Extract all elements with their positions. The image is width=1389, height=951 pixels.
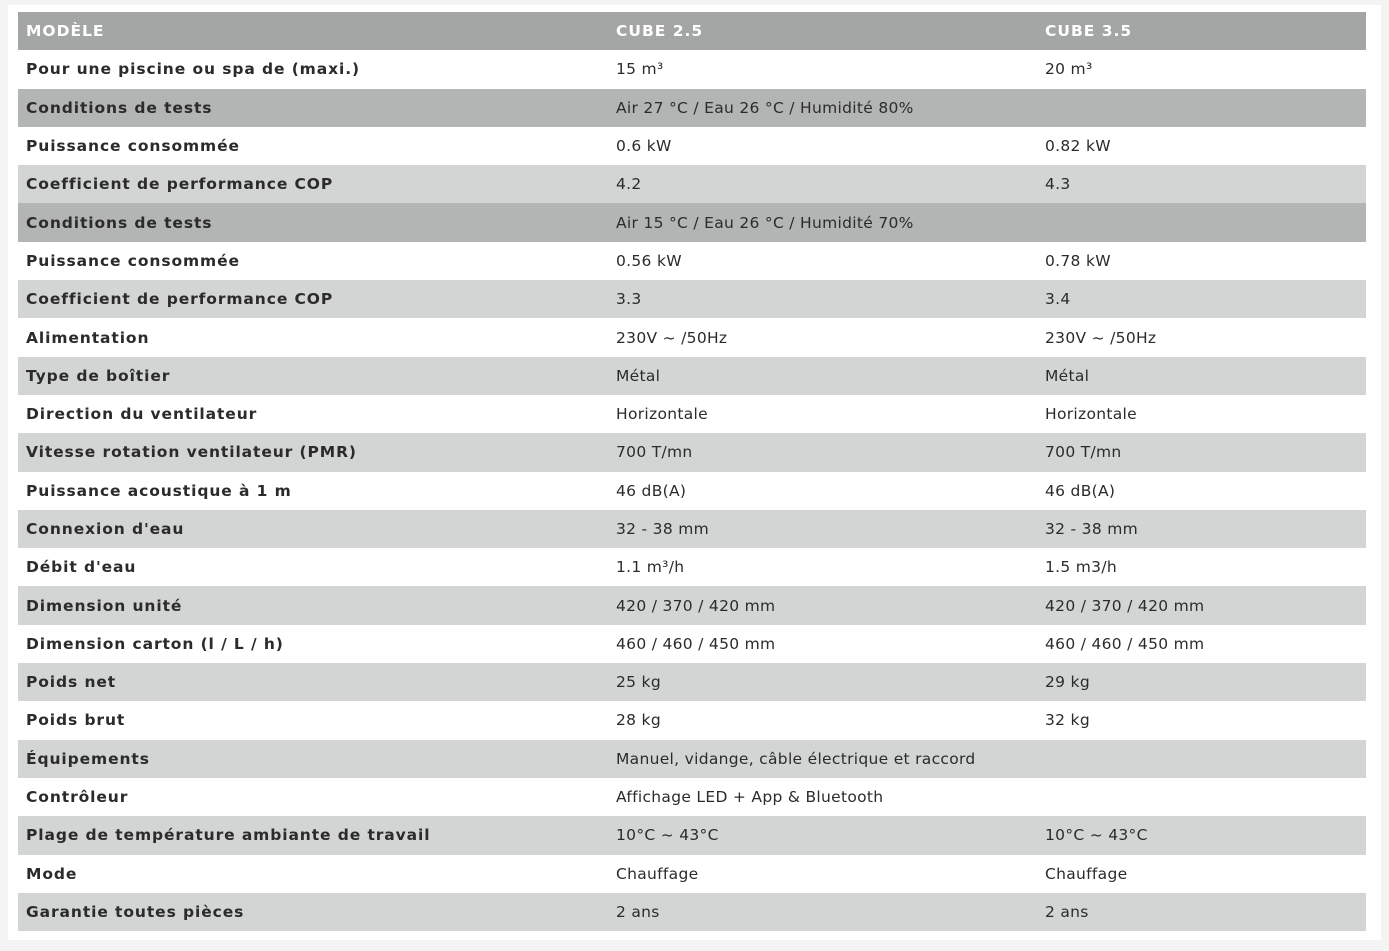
row-label: Garantie toutes pièces xyxy=(18,893,608,931)
row-label: Puissance consommée xyxy=(26,137,240,156)
table-row-test-conditions xyxy=(18,89,1366,127)
value-cube-3-5: 460 / 460 / 450 mm xyxy=(1045,634,1205,653)
table-row xyxy=(18,548,1366,586)
value-cube-3-5: 0.82 kW xyxy=(1045,137,1111,156)
value-cube-3-5: Métal xyxy=(1037,357,1366,395)
value-cube-3-5: 420 / 370 / 420 mm xyxy=(1037,586,1366,624)
value-cube-2-5: 0.6 kW xyxy=(616,137,672,156)
table-row xyxy=(18,165,1366,203)
value-cube-3-5: 700 T/mn xyxy=(1037,433,1366,471)
table-row xyxy=(18,816,1366,854)
table-row xyxy=(18,701,1366,739)
header-cube-3-5: CUBE 3.5 xyxy=(1037,12,1366,50)
value-cube-2-5: 460 / 460 / 450 mm xyxy=(616,634,776,653)
spec-sheet xyxy=(8,5,1381,940)
table-row xyxy=(18,318,1366,356)
value-cube-3-5: 1.5 m3/h xyxy=(1045,558,1117,577)
table-row xyxy=(18,893,1366,931)
value-cube-3-5: 29 kg xyxy=(1037,663,1366,701)
row-label: Dimension carton (l / L / h) xyxy=(26,634,284,653)
row-label: Alimentation xyxy=(26,328,150,347)
value-cube-2-5: 420 / 370 / 420 mm xyxy=(608,586,1037,624)
row-label: Coefficient de performance COP xyxy=(18,165,608,203)
value-cube-2-5: 700 T/mn xyxy=(608,433,1037,471)
table-row xyxy=(18,357,1366,395)
row-label: Poids net xyxy=(18,663,608,701)
table-header-row xyxy=(18,12,1366,50)
value-cube-3-5: 32 kg xyxy=(1045,711,1090,730)
table-row xyxy=(18,127,1366,165)
row-label: Dimension unité xyxy=(18,586,608,624)
value-cube-2-5: Métal xyxy=(608,357,1037,395)
value-cube-3-5: 32 - 38 mm xyxy=(1037,510,1366,548)
header-model: MODÈLE xyxy=(18,12,608,50)
controller-value: Affichage LED + App & Bluetooth xyxy=(616,788,884,807)
test-conditions-value: Air 27 °C / Eau 26 °C / Humidité 80% xyxy=(608,89,1366,127)
value-cube-2-5: 46 dB(A) xyxy=(616,481,687,500)
value-cube-2-5: 25 kg xyxy=(608,663,1037,701)
value-cube-2-5: 28 kg xyxy=(616,711,661,730)
test-conditions-value: Air 15 °C / Eau 26 °C / Humidité 70% xyxy=(608,203,1366,241)
value-cube-3-5: Horizontale xyxy=(1045,405,1137,424)
header-cube-2-5: CUBE 2.5 xyxy=(608,12,1037,50)
table-row xyxy=(18,280,1366,318)
value-cube-3-5: 10°C ~ 43°C xyxy=(1037,816,1366,854)
value-cube-2-5: 15 m³ xyxy=(616,60,664,79)
table-row xyxy=(18,740,1366,778)
value-cube-2-5: 1.1 m³/h xyxy=(616,558,685,577)
value-cube-2-5: 2 ans xyxy=(608,893,1037,931)
value-cube-2-5: 4.2 xyxy=(608,165,1037,203)
spec-table xyxy=(18,12,1366,931)
row-label: Contrôleur xyxy=(26,788,129,807)
row-label: Poids brut xyxy=(26,711,126,730)
value-cube-2-5: 0.56 kW xyxy=(616,251,682,270)
value-cube-3-5: 46 dB(A) xyxy=(1045,481,1116,500)
value-cube-2-5: 230V ~ /50Hz xyxy=(616,328,728,347)
table-row xyxy=(18,242,1366,280)
value-cube-3-5: 230V ~ /50Hz xyxy=(1045,328,1157,347)
value-cube-2-5: 32 - 38 mm xyxy=(608,510,1037,548)
value-cube-2-5: Horizontale xyxy=(616,405,708,424)
value-cube-3-5: 3.4 xyxy=(1037,280,1366,318)
row-label: Puissance consommée xyxy=(26,251,240,270)
row-label: Coefficient de performance COP xyxy=(18,280,608,318)
table-row xyxy=(18,395,1366,433)
value-cube-3-5: 4.3 xyxy=(1037,165,1366,203)
value-cube-2-5: 3.3 xyxy=(608,280,1037,318)
value-cube-3-5: Chauffage xyxy=(1045,864,1128,883)
table-row xyxy=(18,586,1366,624)
row-label: Connexion d'eau xyxy=(18,510,608,548)
row-label: Vitesse rotation ventilateur (PMR) xyxy=(18,433,608,471)
table-row xyxy=(18,778,1366,816)
row-label: Direction du ventilateur xyxy=(26,405,258,424)
row-label: Type de boîtier xyxy=(18,357,608,395)
row-label: Conditions de tests xyxy=(18,203,608,241)
row-label: Conditions de tests xyxy=(18,89,608,127)
row-label: Mode xyxy=(26,864,78,883)
value-cube-2-5: Chauffage xyxy=(616,864,699,883)
table-row xyxy=(18,625,1366,663)
equipment-value: Manuel, vidange, câble électrique et raccord xyxy=(608,740,1366,778)
row-label: Plage de température ambiante de travail xyxy=(18,816,608,854)
table-row xyxy=(18,433,1366,471)
table-row xyxy=(18,510,1366,548)
row-label: Puissance acoustique à 1 m xyxy=(26,481,292,500)
table-row xyxy=(18,50,1366,88)
row-label: Équipements xyxy=(18,740,608,778)
table-row xyxy=(18,472,1366,510)
table-row-test-conditions xyxy=(18,203,1366,241)
table-row xyxy=(18,663,1366,701)
row-label: Débit d'eau xyxy=(26,558,137,577)
value-cube-3-5: 2 ans xyxy=(1037,893,1366,931)
row-label: Pour une piscine ou spa de (maxi.) xyxy=(26,60,360,79)
value-cube-3-5: 20 m³ xyxy=(1045,60,1093,79)
value-cube-3-5: 0.78 kW xyxy=(1045,251,1111,270)
value-cube-2-5: 10°C ~ 43°C xyxy=(608,816,1037,854)
table-row xyxy=(18,855,1366,893)
